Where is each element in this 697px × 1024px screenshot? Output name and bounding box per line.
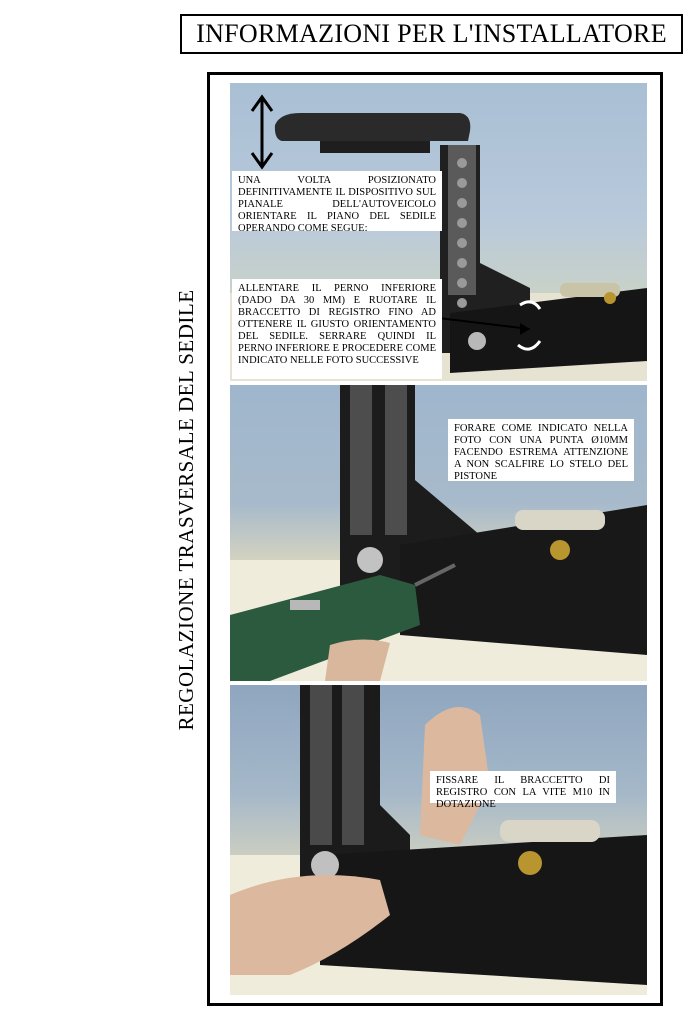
photo-drilling bbox=[230, 385, 647, 681]
note-drill-text: FORARE COME INDICATO NELLA FOTO CON UNA PUNTA Ø10MM FACENDO ESTREMA ATTENZIONE A NON SCALFIRE LO STELO DEL PISTONE bbox=[454, 423, 628, 482]
page-title: INFORMAZIONI PER L'INSTALLATORE bbox=[180, 14, 683, 54]
note-loosen bbox=[232, 279, 442, 379]
side-label: REGOLAZIONE TRASVERSALE DEL SEDILE bbox=[174, 289, 198, 731]
note-loosen-text: ALLENTARE IL PERNO INFERIORE (DADO DA 30 MM) E RUOTARE IL BRACCETTO DI REGISTRO FINO AD OTTENERE IL GIUSTO ORIENTAMENTO DEL SEDILE. SERRARE QUINDI IL PERNO INFERIORE E PROCEDERE COME INDICATO NELLE FOTO SUCCESSIVE bbox=[238, 283, 436, 366]
note-fix-text: FISSARE IL BRACCETTO DI REGISTRO CON LA VITE M10 IN DOTAZIONE bbox=[436, 775, 610, 810]
up-down-arrow-icon bbox=[252, 97, 272, 167]
note-intro bbox=[232, 171, 442, 234]
note-intro-text: UNA VOLTA POSIZIONATO DEFINITIVAMENTE IL DISPOSITIVO SUL PIANALE DELL'AUTOVEICOLO ORIENTARE IL PIANO DEL SEDILE OPERANDO COME SEGUE: bbox=[238, 175, 436, 234]
photo-seat-adjustment bbox=[230, 83, 647, 381]
photo-fixing bbox=[230, 685, 647, 995]
note-drill bbox=[448, 419, 634, 481]
photo-frame bbox=[207, 72, 663, 1006]
note-fix bbox=[430, 771, 616, 810]
photo-3-illustration bbox=[230, 685, 647, 995]
